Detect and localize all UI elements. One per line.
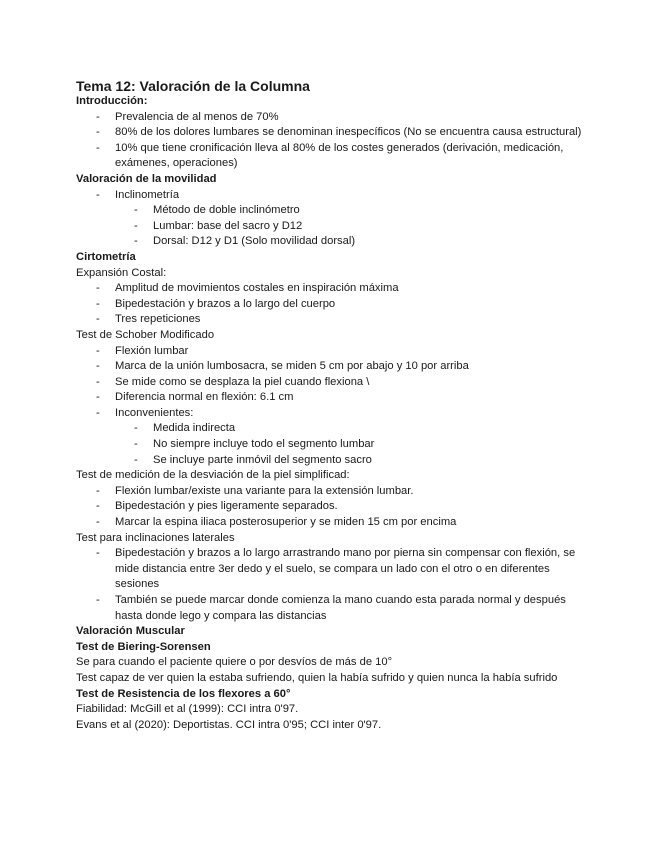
sub-list-item: - Se incluye parte inmóvil del segmento sacro xyxy=(115,453,596,469)
expansion-list xyxy=(76,281,596,328)
sub-list-item: - Dorsal: D12 y D1 (Solo movilidad dorsal) xyxy=(115,234,596,250)
flexores-line: Evans et al (2020): Deportistas. CCI intra 0'95; CCI inter 0'97. xyxy=(76,718,382,731)
laterales-label: Test para inclinaciones laterales xyxy=(76,531,235,544)
sub-list-item: - No siempre incluye todo el segmento lumbar xyxy=(115,437,596,453)
list-item: - Amplitud de movimientos costales en inspiración máxima xyxy=(76,281,596,297)
list-item: - Bipedestación y brazos a lo largo del cuerpo xyxy=(76,297,596,313)
desviacion-label: Test de medición de la desviación de la piel simplificad: xyxy=(76,469,350,482)
sub-list-item: - Lumbar: base del sacro y D12 xyxy=(115,219,596,235)
list-item: - Marca de la unión lumbosacra, se miden 5 cm por abajo y 10 por arriba xyxy=(76,359,596,375)
list-item: - 80% de los dolores lumbares se denominan inespecíficos (No se encuentra causa estructural) xyxy=(76,125,596,141)
desviacion-list xyxy=(76,484,596,531)
schober-list xyxy=(76,344,596,469)
list-item: - Diferencia normal en flexión: 6.1 cm xyxy=(76,390,596,406)
intro-list xyxy=(76,110,596,172)
schober-label: Test de Schober Modificado xyxy=(76,328,215,341)
cirtometria-heading: Cirtometría xyxy=(76,250,136,263)
list-item: - 10% que tiene cronificación lleva al 80% de los costes generados (derivación, medicación, exámenes, operaciones) xyxy=(76,141,596,172)
movilidad-heading: Valoración de la movilidad xyxy=(76,172,217,185)
sub-list-item: - Medida indirecta xyxy=(115,421,596,437)
movilidad-sublist xyxy=(115,203,596,250)
list-item xyxy=(76,188,596,250)
biering-line: Se para cuando el paciente quiere o por desvíos de más de 10° xyxy=(76,656,393,669)
list-item: - Flexión lumbar/existe una variante para la extensión lumbar. xyxy=(76,484,596,500)
list-item: - Bipedestación y brazos a lo largo arrastrando mano por pierna sin compensar con flexión, se mide distancia entre 3er dedo y el suelo, se compara un lado con el otro o en diferentes sesiones xyxy=(76,546,596,593)
list-item: - Flexión lumbar xyxy=(76,344,596,360)
sub-list-item: - Método de doble inclinómetro xyxy=(115,203,596,219)
list-item-text: Inconvenientes: xyxy=(115,406,194,419)
biering-line: Test capaz de ver quien la estaba sufriendo, quien la había sufrido y quien nunca la había sufrido xyxy=(76,671,558,684)
movilidad-list xyxy=(76,188,596,250)
list-item: - Marcar la espina iliaca posterosuperior y se miden 15 cm por encima xyxy=(76,515,596,531)
intro-heading: Introducción: xyxy=(76,95,148,107)
list-item: - Se mide como se desplaza la piel cuando flexiona \ xyxy=(76,375,596,391)
list-item-text: Inclinometría xyxy=(115,188,180,201)
list-item: - Tres repeticiones xyxy=(76,312,596,328)
laterales-list xyxy=(76,546,596,624)
flexores-heading: Test de Resistencia de los flexores a 60° xyxy=(76,687,291,700)
list-item: - Prevalencia de al menos de 70% xyxy=(76,110,596,126)
list-item xyxy=(76,406,596,468)
biering-heading: Test de Biering-Sorensen xyxy=(76,640,211,653)
list-item: - También se puede marcar donde comienza la mano cuando esta parada normal y después hasta donde lego y compara las distancias xyxy=(76,593,596,624)
flexores-line: Fiabilidad: McGill et al (1999): CCI intra 0'97. xyxy=(76,703,299,716)
list-item: - Bipedestación y pies ligeramente separados. xyxy=(76,499,596,515)
muscular-heading: Valoración Muscular xyxy=(76,625,185,638)
expansion-label: Expansión Costal: xyxy=(76,266,167,279)
document-page xyxy=(76,78,596,733)
inconvenientes-sublist xyxy=(115,421,596,468)
page-title: Tema 12: Valoración de la Columna xyxy=(76,78,310,94)
